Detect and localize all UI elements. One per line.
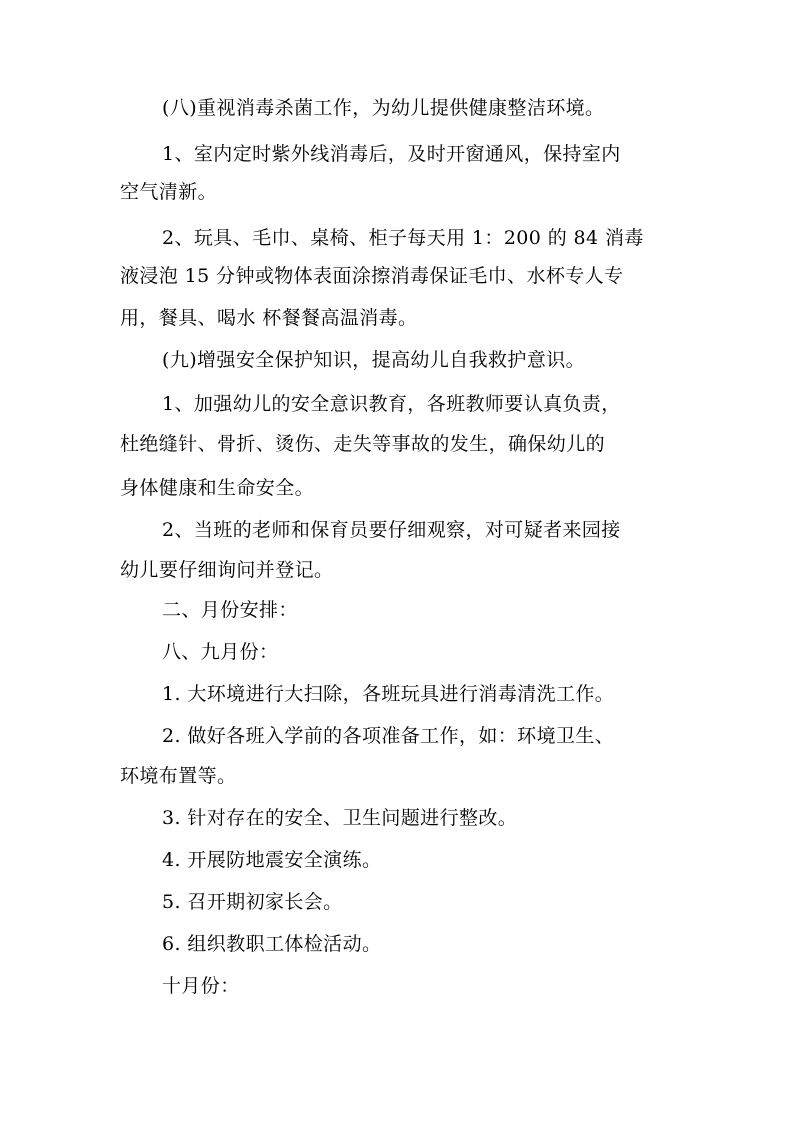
section-8-item-1-line-1: 1、室内定时紫外线消毒后，及时开窗通风，保持室内 — [162, 143, 621, 165]
section-8-heading: (八)重视消毒杀菌工作，为幼儿提供健康整洁环境。 — [162, 97, 605, 119]
aug-sep-heading: 八、九月份： — [162, 641, 279, 663]
section-9-heading: (九)增强安全保护知识，提高幼儿自我救护意识。 — [162, 349, 586, 371]
aug-sep-item-2-line-2: 环境布置等。 — [120, 765, 237, 787]
section-9-item-1-line-2: 杜绝缝针、骨折、烫伤、走失等事故的发生，确保幼儿的 — [120, 433, 606, 455]
aug-sep-item-1: 1. 大环境进行大扫除，各班玩具进行消毒清洗工作。 — [162, 683, 615, 705]
section-9-item-1-line-3: 身体健康和生命安全。 — [120, 477, 315, 499]
aug-sep-item-2-line-1: 2. 做好各班入学前的各项准备工作，如：环境卫生、 — [162, 725, 615, 747]
october-heading: 十月份： — [162, 975, 240, 997]
section-9-item-2-line-2: 幼儿要仔细询问并登记。 — [120, 559, 334, 581]
section-8-item-2-line-2: 液浸泡 15 分钟或物体表面涂擦消毒保证毛巾、水杯专人专 — [120, 265, 624, 287]
aug-sep-item-3: 3. 针对存在的安全、卫生问题进行整改。 — [162, 807, 518, 829]
section-9-item-2-line-1: 2、当班的老师和保育员要仔细观察，对可疑者来园接 — [162, 519, 621, 541]
section-8-item-2-line-1: 2、玩具、毛巾、桌椅、柜子每天用 1：200 的 84 消毒 — [162, 227, 644, 249]
aug-sep-item-4: 4. 开展防地震安全演练。 — [162, 849, 382, 871]
aug-sep-item-5: 5. 召开期初家长会。 — [162, 891, 343, 913]
monthly-plan-heading: 二、月份安排： — [162, 599, 298, 621]
section-8-item-2-line-3: 用，餐具、喝水 杯餐餐高温消毒。 — [120, 307, 418, 329]
section-9-item-1-line-1: 1、加强幼儿的安全意识教育，各班教师要认真负责， — [162, 393, 621, 415]
section-8-item-1-line-2: 空气清新。 — [120, 181, 218, 203]
aug-sep-item-6: 6. 组织教职工体检活动。 — [162, 933, 382, 955]
